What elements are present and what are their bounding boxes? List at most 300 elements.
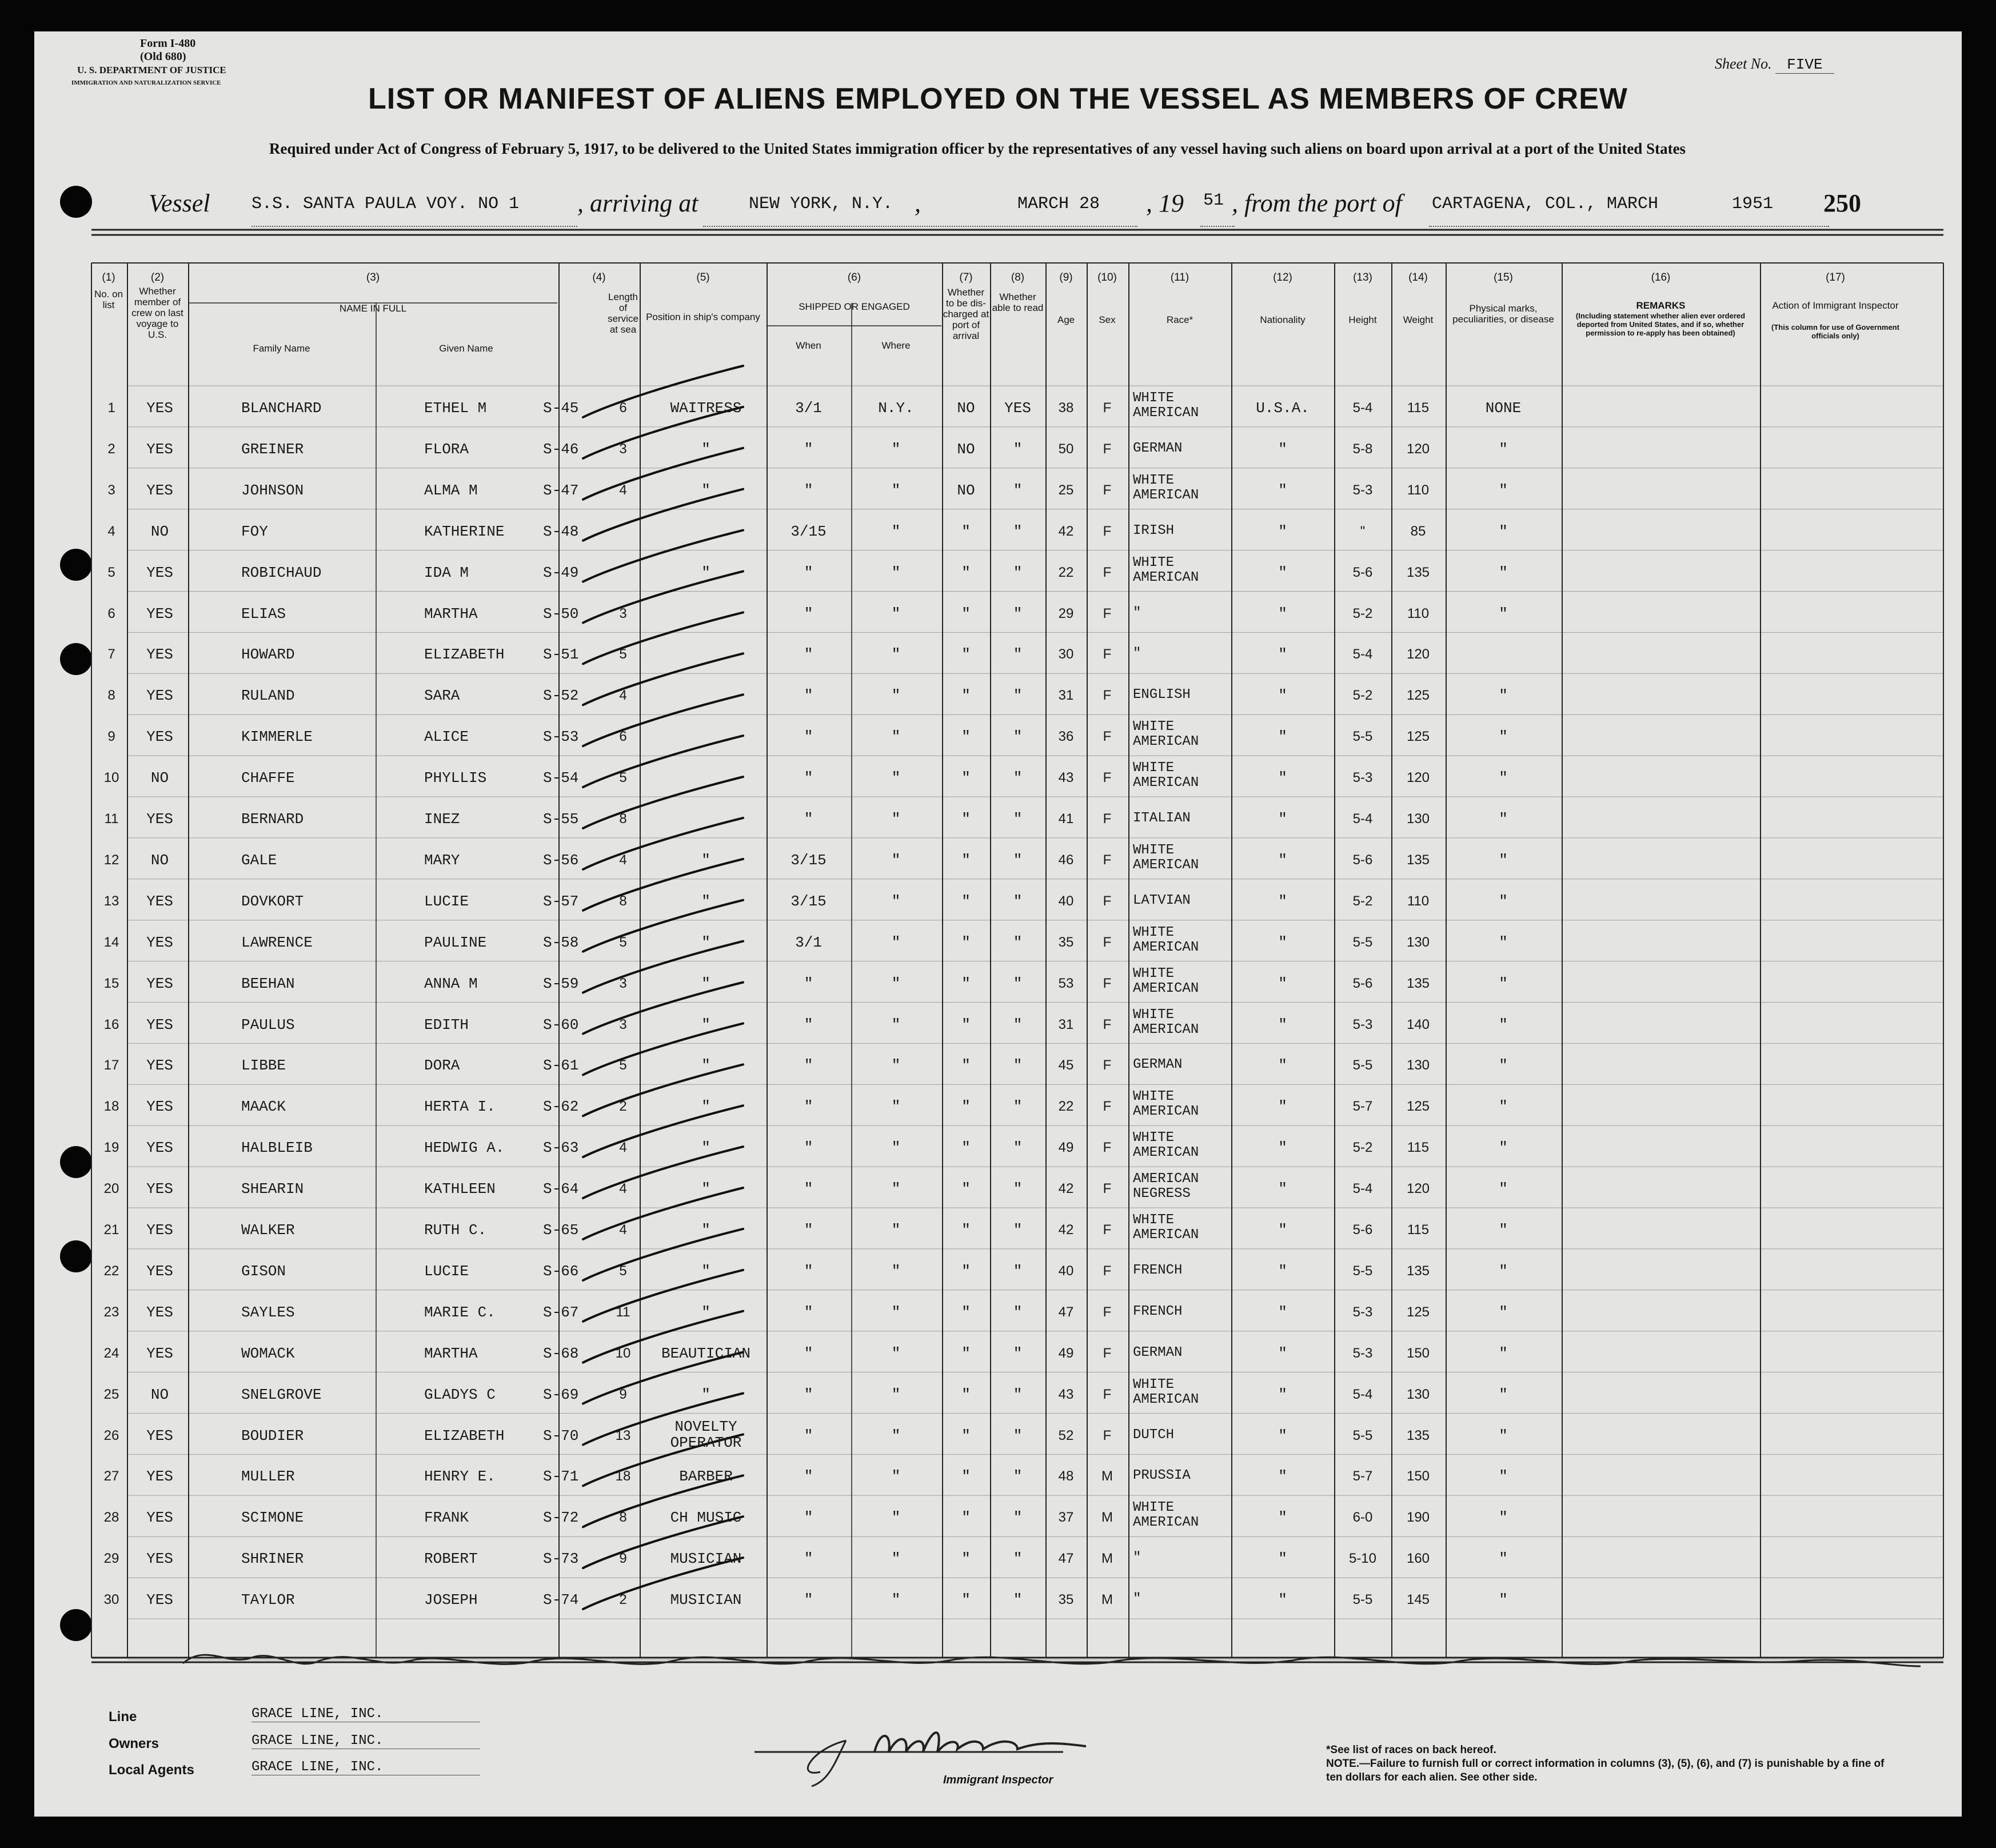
cell-weight: 110 <box>1407 893 1430 909</box>
cell-height: 5-3 <box>1352 1345 1373 1361</box>
cell-nat: " <box>1278 769 1287 787</box>
cell-marks: " <box>1499 1509 1508 1527</box>
cell-where: " <box>891 1468 901 1486</box>
cell-last: YES <box>146 400 173 417</box>
cell-family: MULLER <box>241 1468 295 1486</box>
cell-age: 31 <box>1058 688 1074 704</box>
cell-given: KATHERINE <box>424 522 505 540</box>
cell-when: " <box>804 1262 813 1280</box>
cell-code: S-45 <box>543 400 579 417</box>
cell-disch: " <box>961 975 971 992</box>
cell-last: YES <box>146 728 173 746</box>
col-num: (1) <box>102 272 115 284</box>
col-header-last-voyage: Whether member of crew on last voyage to U.S. <box>131 286 183 340</box>
cell-no: 7 <box>107 646 115 662</box>
cell-given: RUTH C. <box>424 1222 487 1239</box>
cell-where: " <box>891 933 901 951</box>
cell-last: YES <box>146 564 173 581</box>
cell-code: S-55 <box>543 811 579 828</box>
cell-last: YES <box>146 892 173 910</box>
cell-sex: F <box>1103 523 1112 539</box>
cell-given: ANNA M <box>424 975 478 992</box>
cell-no: 20 <box>103 1181 119 1197</box>
penalty-note: NOTE.—Failure to furnish full or correct information in columns (3), (5), (6), and (7) is punishable by a fine of ten dollars for each alien. See other side. <box>1326 1758 1885 1783</box>
cell-marks: " <box>1499 605 1508 622</box>
cell-no: 22 <box>103 1263 119 1279</box>
cell-code: S-46 <box>543 440 579 458</box>
cell-when: " <box>804 1550 813 1568</box>
cell-height: 5-3 <box>1352 1016 1373 1032</box>
cell-where: " <box>891 1098 901 1116</box>
cell-where: " <box>891 481 901 499</box>
cell-age: 25 <box>1058 482 1074 498</box>
cell-race: WHITE AMERICAN <box>1133 924 1199 955</box>
cell-position: CH MUSIC <box>670 1509 742 1527</box>
cell-race: WHITE AMERICAN <box>1133 760 1199 791</box>
cell-no: 29 <box>103 1551 119 1567</box>
cell-no: 2 <box>107 441 115 457</box>
cell-nat: " <box>1278 440 1287 458</box>
cell-position: " <box>701 1180 710 1198</box>
cell-marks: " <box>1499 1468 1508 1486</box>
cell-sex: F <box>1103 688 1112 704</box>
cell-family: GALE <box>241 851 277 869</box>
cell-age: 45 <box>1058 1057 1074 1073</box>
cell-disch: " <box>961 1262 971 1280</box>
cell-service: 18 <box>615 1468 631 1484</box>
cell-given: MARY <box>424 851 460 869</box>
cell-family: SHEARIN <box>241 1180 304 1198</box>
cell-nat: " <box>1278 975 1287 992</box>
cell-given: DORA <box>424 1057 460 1075</box>
cell-where: " <box>891 975 901 992</box>
cell-race: IRISH <box>1133 522 1175 538</box>
cell-given: PAULINE <box>424 933 487 951</box>
cell-where: " <box>891 605 901 622</box>
cell-marks: " <box>1499 481 1508 499</box>
cell-weight: 120 <box>1406 770 1430 786</box>
cell-sex: F <box>1103 400 1112 416</box>
cell-weight: 125 <box>1406 688 1430 704</box>
cell-marks: " <box>1499 769 1508 787</box>
cell-given: FRANK <box>424 1509 469 1527</box>
cell-read: " <box>1013 1386 1023 1403</box>
cell-code: S-58 <box>543 933 579 951</box>
col-header-weight: Weight <box>1403 314 1434 325</box>
cell-marks: " <box>1499 687 1508 705</box>
cell-height: 5-4 <box>1352 1181 1373 1197</box>
cell-last: YES <box>146 1180 173 1198</box>
cell-no: 10 <box>103 770 119 786</box>
cell-where: " <box>891 892 901 910</box>
comma: , <box>915 189 921 217</box>
cell-where: " <box>891 1139 901 1157</box>
cell-when: 3/15 <box>791 851 827 869</box>
cell-sex: F <box>1103 1099 1112 1115</box>
cell-code: S-49 <box>543 564 579 581</box>
cell-code: S-66 <box>543 1262 579 1280</box>
cell-family: RULAND <box>241 687 295 705</box>
cell-age: 50 <box>1058 441 1074 457</box>
cell-given: FLORA <box>424 440 469 458</box>
cell-given: MARTHA <box>424 1344 478 1362</box>
cell-race: WHITE AMERICAN <box>1133 1212 1199 1243</box>
cell-service: 3 <box>619 441 627 457</box>
cell-age: 43 <box>1058 770 1074 786</box>
cell-height: 5-2 <box>1352 605 1373 621</box>
cell-service: 2 <box>619 1592 627 1608</box>
cell-where: " <box>891 1057 901 1075</box>
cell-given: INEZ <box>424 811 460 828</box>
cell-no: 25 <box>103 1386 119 1402</box>
cell-disch: " <box>961 564 971 581</box>
cell-disch: " <box>961 811 971 828</box>
cell-code: S-53 <box>543 728 579 746</box>
cell-weight: 130 <box>1406 1386 1430 1402</box>
cell-sex: F <box>1103 852 1112 868</box>
cell-when: " <box>804 1016 813 1033</box>
cell-race: ITALIAN <box>1133 811 1191 826</box>
cell-age: 42 <box>1058 1222 1074 1238</box>
cell-disch: " <box>961 728 971 746</box>
cell-sex: F <box>1103 934 1112 950</box>
cell-code: S-64 <box>543 1180 579 1198</box>
cell-no: 18 <box>103 1099 119 1115</box>
cell-read: " <box>1013 1222 1023 1239</box>
cell-age: 36 <box>1058 729 1074 745</box>
arrival-date: MARCH 28 <box>1017 194 1100 214</box>
col-header-sex: Sex <box>1099 314 1116 325</box>
cell-no: 19 <box>103 1140 119 1156</box>
cell-code: S-71 <box>543 1468 579 1486</box>
cell-where: " <box>891 522 901 540</box>
cell-disch: " <box>961 646 971 664</box>
cell-where: " <box>891 851 901 869</box>
cell-code: S-52 <box>543 687 579 705</box>
cell-weight: 120 <box>1406 646 1430 662</box>
cell-disch: " <box>961 769 971 787</box>
cell-last: YES <box>146 1344 173 1362</box>
col-num: (11) <box>1170 272 1189 284</box>
cell-sex: F <box>1103 1057 1112 1073</box>
cell-weight: 140 <box>1406 1016 1430 1032</box>
cell-read: " <box>1013 1016 1023 1033</box>
cell-weight: 135 <box>1406 564 1430 580</box>
cell-position: " <box>701 1262 710 1280</box>
col-header-discharged: Whether to be dis-charged at port of arrival <box>943 287 989 341</box>
cell-marks: " <box>1499 1427 1508 1444</box>
cell-sex: F <box>1103 1016 1112 1032</box>
cell-marks: " <box>1499 1016 1508 1033</box>
col-num: (6) <box>847 272 861 284</box>
cell-race: WHITE AMERICAN <box>1133 1130 1199 1161</box>
cell-height: 5-2 <box>1352 893 1373 909</box>
cell-read: " <box>1013 1303 1023 1321</box>
cell-nat: " <box>1278 1057 1287 1075</box>
cell-service: 3 <box>619 605 627 621</box>
cell-given: IDA M <box>424 564 469 581</box>
cell-when: " <box>804 1303 813 1321</box>
cell-family: DOVKORT <box>241 892 304 910</box>
cell-family: GREINER <box>241 440 304 458</box>
races-note: *See list of races on back hereof. <box>1326 1744 1496 1756</box>
cell-last: YES <box>146 646 173 664</box>
cell-read: " <box>1013 646 1023 664</box>
cell-weight: 115 <box>1407 1140 1430 1156</box>
cell-given: MARTHA <box>424 605 478 622</box>
cell-marks: " <box>1499 1057 1508 1075</box>
cell-race: WHITE AMERICAN <box>1133 390 1199 421</box>
cell-nat: " <box>1278 564 1287 581</box>
cell-read: " <box>1013 933 1023 951</box>
cell-read: " <box>1013 1262 1023 1280</box>
cell-code: S-70 <box>543 1427 579 1444</box>
cell-sex: F <box>1103 1222 1112 1238</box>
cell-code: S-59 <box>543 975 579 992</box>
cell-age: 40 <box>1058 893 1074 909</box>
cell-last: YES <box>146 933 173 951</box>
cell-no: 16 <box>103 1016 119 1032</box>
cell-weight: 115 <box>1407 1222 1430 1238</box>
cell-family: SNELGROVE <box>241 1386 322 1403</box>
cell-weight: 125 <box>1406 1304 1430 1320</box>
cell-read: YES <box>1004 400 1031 417</box>
cell-sex: F <box>1103 811 1112 827</box>
cell-given: LUCIE <box>424 892 469 910</box>
cell-nat: " <box>1278 728 1287 746</box>
cell-service: 4 <box>619 482 627 498</box>
cell-nat: " <box>1278 811 1287 828</box>
cell-service: 11 <box>616 1304 630 1320</box>
cell-height: 5-5 <box>1352 1592 1373 1608</box>
cell-read: " <box>1013 1139 1023 1157</box>
cell-where: N.Y. <box>878 400 914 417</box>
cell-sex: M <box>1101 1510 1113 1526</box>
cell-where: " <box>891 1509 901 1527</box>
cell-no: 26 <box>103 1427 119 1443</box>
cell-read: " <box>1013 892 1023 910</box>
cell-race: WHITE AMERICAN <box>1133 965 1199 996</box>
cell-read: " <box>1013 769 1023 787</box>
cell-last: YES <box>146 605 173 622</box>
cell-race: FRENCH <box>1133 1262 1183 1278</box>
cell-age: 29 <box>1058 605 1074 621</box>
cell-position: " <box>701 440 710 458</box>
cell-position: " <box>701 933 710 951</box>
cell-marks: " <box>1499 440 1508 458</box>
cell-weight: 110 <box>1407 605 1430 621</box>
cell-height: 5-3 <box>1352 770 1373 786</box>
cell-height: 5-2 <box>1352 688 1373 704</box>
cell-nat: " <box>1278 1468 1287 1486</box>
cell-weight: 85 <box>1410 523 1426 539</box>
cell-given: SARA <box>424 687 460 705</box>
cell-age: 41 <box>1058 811 1074 827</box>
cell-last: NO <box>150 851 169 869</box>
port-value: CARTAGENA, COL., MARCH <box>1432 194 1659 214</box>
end-of-list-squiggle <box>183 1655 1921 1666</box>
cell-race: " <box>1133 1550 1141 1566</box>
cell-weight: 120 <box>1406 441 1430 457</box>
form-line: (Old 680) <box>140 50 186 63</box>
cell-sex: F <box>1103 1181 1112 1197</box>
cell-service: 5 <box>619 934 627 950</box>
cell-age: 42 <box>1058 523 1074 539</box>
cell-age: 35 <box>1058 934 1074 950</box>
cell-race: AMERICAN NEGRESS <box>1133 1171 1199 1202</box>
cell-position: BARBER <box>679 1468 733 1486</box>
cell-disch: " <box>961 1427 971 1444</box>
cell-position: " <box>701 1139 710 1157</box>
cell-race: LATVIAN <box>1133 892 1191 908</box>
col-num: (12) <box>1273 272 1292 284</box>
cell-no: 28 <box>103 1510 119 1526</box>
cell-height: 5-5 <box>1352 1427 1373 1443</box>
cell-family: CHAFFE <box>241 769 295 787</box>
col-header-inspector-action: Action of Immigrant Inspector <box>1772 300 1899 311</box>
cell-race: WHITE AMERICAN <box>1133 1376 1199 1407</box>
cell-nat: " <box>1278 1550 1287 1568</box>
cell-nat: " <box>1278 892 1287 910</box>
col-num: (7) <box>959 272 973 284</box>
cell-disch: " <box>961 1303 971 1321</box>
sheet-number-value: FIVE <box>1775 56 1834 74</box>
cell-given: EDITH <box>424 1016 469 1033</box>
cell-nat: " <box>1278 1386 1287 1403</box>
cell-sex: F <box>1103 729 1112 745</box>
cell-sex: F <box>1103 605 1112 621</box>
cell-race: WHITE AMERICAN <box>1133 719 1199 750</box>
cell-read: " <box>1013 1550 1023 1568</box>
cell-position: " <box>701 1222 710 1239</box>
cell-service: 10 <box>615 1345 631 1361</box>
cell-read: " <box>1013 975 1023 992</box>
cell-age: 38 <box>1058 400 1074 416</box>
page-number: 250 <box>1823 189 1861 217</box>
cell-disch: " <box>961 1468 971 1486</box>
cell-code: S-57 <box>543 892 579 910</box>
cell-disch: " <box>961 892 971 910</box>
col-header-age: Age <box>1057 314 1075 325</box>
cell-sex: F <box>1103 1345 1112 1361</box>
cell-marks: " <box>1499 728 1508 746</box>
cell-height: " <box>1360 523 1366 539</box>
cell-height: 5-7 <box>1352 1468 1373 1484</box>
cell-age: 46 <box>1058 852 1074 868</box>
cell-height: 5-5 <box>1352 729 1373 745</box>
year-prefix: , 19 <box>1146 189 1184 217</box>
cell-disch: NO <box>957 481 975 499</box>
col-num: (10) <box>1097 272 1117 284</box>
cell-height: 5-4 <box>1352 646 1373 662</box>
cell-height: 5-6 <box>1352 1222 1373 1238</box>
cell-marks: " <box>1499 1262 1508 1280</box>
cell-no: 11 <box>104 811 119 827</box>
cell-code: S-63 <box>543 1139 579 1157</box>
cell-marks: " <box>1499 522 1508 540</box>
cell-nat: " <box>1278 1344 1287 1362</box>
cell-last: YES <box>146 1262 173 1280</box>
cell-when: " <box>804 1098 813 1116</box>
cell-weight: 110 <box>1407 482 1430 498</box>
cell-code: S-60 <box>543 1016 579 1033</box>
cell-no: 30 <box>103 1592 119 1608</box>
from-port-label: , from the port of <box>1232 189 1402 217</box>
cell-marks: " <box>1499 1303 1508 1321</box>
cell-age: 47 <box>1058 1551 1074 1567</box>
col-header-shipped: SHIPPED OR ENGAGED <box>799 301 910 312</box>
cell-service: 4 <box>619 688 627 704</box>
cell-service: 4 <box>619 1222 627 1238</box>
cell-no: 4 <box>107 523 115 539</box>
cell-disch: " <box>961 687 971 705</box>
cell-sex: F <box>1103 564 1112 580</box>
cell-height: 5-6 <box>1352 564 1373 580</box>
cell-family: SHRINER <box>241 1550 304 1568</box>
cell-disch: " <box>961 1098 971 1116</box>
cell-family: SAYLES <box>241 1303 295 1321</box>
cell-given: ALICE <box>424 728 469 746</box>
cell-family: HOWARD <box>241 646 295 664</box>
cell-nat: " <box>1278 1016 1287 1033</box>
cell-last: YES <box>146 1427 173 1444</box>
cell-when: " <box>804 564 813 581</box>
cell-sex: F <box>1103 975 1112 991</box>
cell-race: " <box>1133 646 1141 662</box>
cell-weight: 145 <box>1406 1592 1430 1608</box>
cell-family: WALKER <box>241 1222 295 1239</box>
cell-nat: " <box>1278 1509 1287 1527</box>
cell-given: ELIZABETH <box>424 646 505 664</box>
cell-race: GERMAN <box>1133 1344 1183 1360</box>
cell-age: 42 <box>1058 1181 1074 1197</box>
form-title: LIST OR MANIFEST OF ALIENS EMPLOYED ON THE VESSEL AS MEMBERS OF CREW <box>368 82 1628 115</box>
col-header-name: NAME IN FULL <box>339 303 407 314</box>
cell-service: 6 <box>619 400 627 416</box>
cell-given: ALMA M <box>424 481 478 499</box>
cell-family: ROBICHAUD <box>241 564 322 581</box>
cell-service: 2 <box>619 1099 627 1115</box>
cell-last: YES <box>146 481 173 499</box>
cell-given: HEDWIG A. <box>424 1139 505 1157</box>
cell-when: " <box>804 1591 813 1609</box>
cell-weight: 190 <box>1406 1510 1430 1526</box>
cell-service: 9 <box>619 1386 627 1402</box>
cell-disch: " <box>961 1180 971 1198</box>
cell-read: " <box>1013 1591 1023 1609</box>
cell-when: " <box>804 1427 813 1444</box>
cell-read: " <box>1013 481 1023 499</box>
cell-no: 24 <box>103 1345 119 1361</box>
col-header-read: Whether able to read <box>992 292 1044 313</box>
cell-given: ELIZABETH <box>424 1427 505 1444</box>
cell-code: S-48 <box>543 522 579 540</box>
cell-last: YES <box>146 1591 173 1609</box>
cell-last: YES <box>146 1468 173 1486</box>
cell-family: HALBLEIB <box>241 1139 313 1157</box>
cell-race: WHITE AMERICAN <box>1133 1089 1199 1120</box>
cell-family: TAYLOR <box>241 1591 295 1609</box>
col-num: (8) <box>1011 272 1025 284</box>
cell-position: MUSICIAN <box>670 1591 742 1609</box>
cell-nat: " <box>1278 1303 1287 1321</box>
cell-where: " <box>891 1222 901 1239</box>
cell-nat: " <box>1278 1591 1287 1609</box>
cell-age: 48 <box>1058 1468 1074 1484</box>
cell-given: ROBERT <box>424 1550 478 1568</box>
port-year: 1951 <box>1732 194 1774 214</box>
cell-disch: " <box>961 1509 971 1527</box>
